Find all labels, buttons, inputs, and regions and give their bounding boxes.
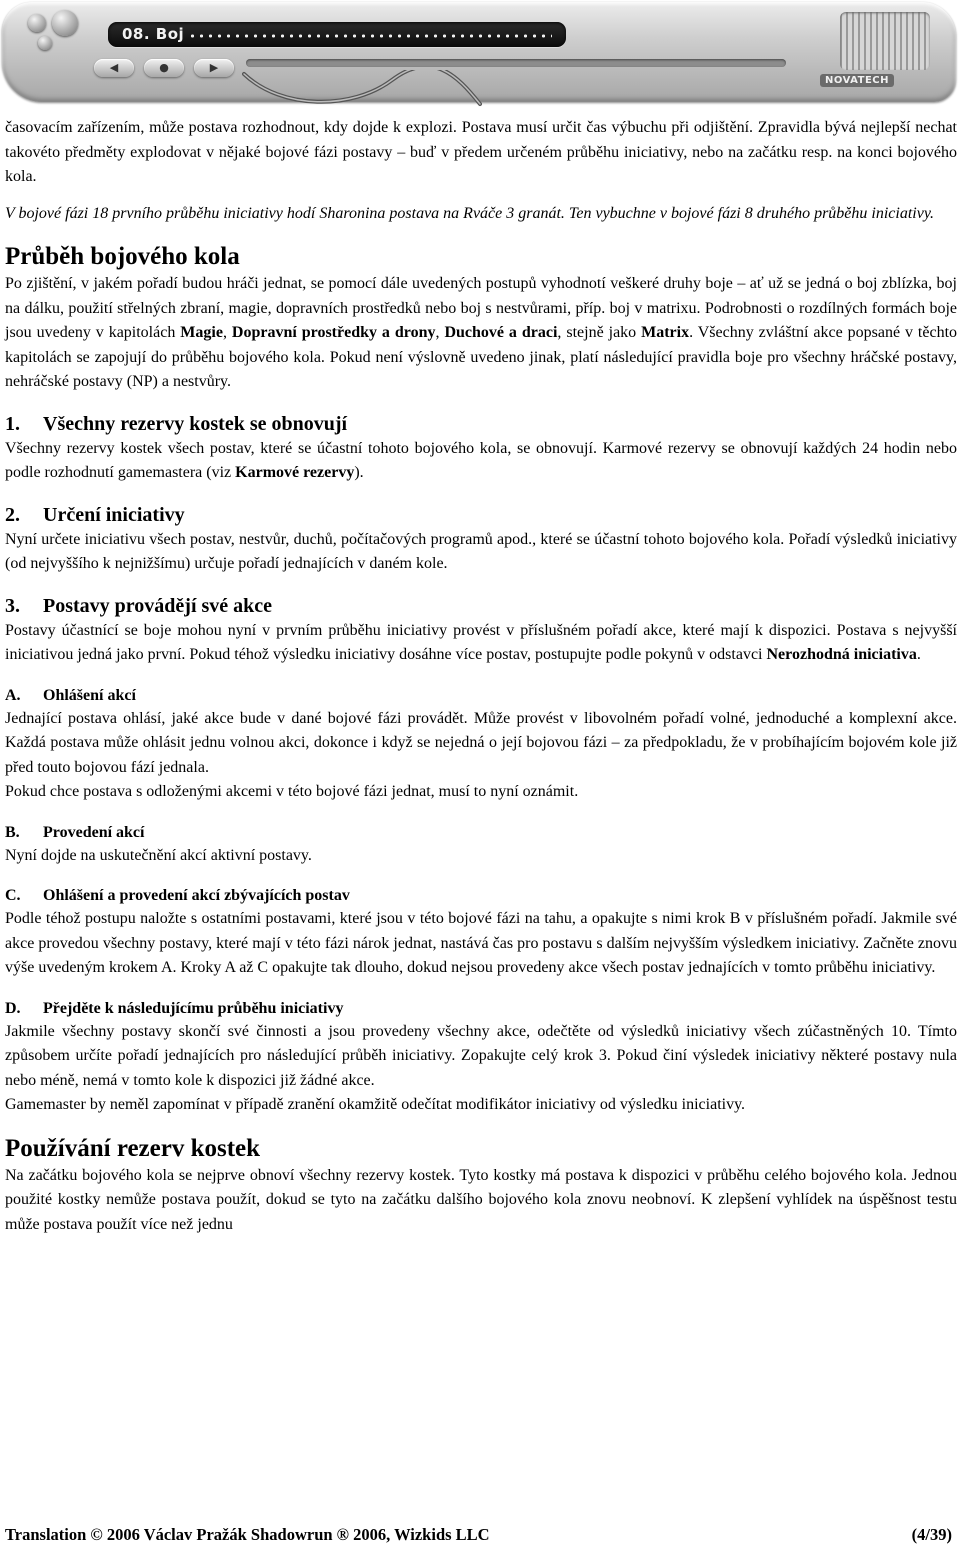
knob-icon (38, 36, 52, 50)
step-3-paragraph: Postavy účastnící se boje mohou nyní v prvním průběhu iniciativy provést v příslušném pořadí akce, které mají k dispozici. Postava s nejvyšší iniciativou jedná jako první. Pokud téhož výsledku iniciativy dosáhne více postav, postupujte podle pokynů v odstavci Nerozhodná iniciativa. (5, 621, 957, 663)
footer-copyright: Translation © 2006 Václav Pražák Shadowrun ® 2006, Wizkids LLC (5, 1525, 490, 1544)
header-device (0, 0, 960, 112)
reserves-paragraph: Na začátku bojového kola se nejprve obnoví všechny rezervy kostek. Tyto kostky má postava k dispozici v průběhu celého bojového kola. Jednou použité kostky nemůže postava použít, dokud se tyto na začátku dalšího bojového kola znovu neobnoví. K zlepšení vyhlídek na úspěšnost testu může postava použít více než jednu (5, 1166, 957, 1233)
step-3-heading: 3. Postavy provádějí své akce (5, 594, 273, 617)
page-number: (4/39) (911, 1525, 952, 1544)
round-paragraph: Po zjištění, v jakém pořadí budou hráči jednat, se pomocí dále uvedených postupů vyhodnotí veškeré druhy boje – ať už se jedná o boj zblízka, boj na dálku, použití střelných zbraní, magie, dopravních prostředků nebo boj s nestvůrami, příp. boj v matrixu. Podrobnosti o rozdílných formách boje jsou uvedeny v kapitolách Magie, Dopravní prostředky a drony, Duchové a draci, stejně jako Matrix. Všechny zvláštní akce popsané v těchto kapitolách se zapojují do průběhu bojového kola. Pokud není výslovně uvedeno jinak, platí následující pravidla boje pro všechny hráčské postavy, nehráčské postavy (NP) a nestvůry. (5, 275, 958, 390)
prev-button-icon: ◀ (94, 59, 134, 77)
document-body (5, 116, 957, 1237)
device-frame (2, 2, 956, 102)
page-footer (5, 1524, 952, 1546)
step-2-heading: 2. Určení iniciativy (5, 503, 185, 526)
sub-d-paragraph-2: Gamemaster by neměl zapomínat v případě zranění okamžitě odečítat modifikátor iniciativy od výsledku iniciativy. (5, 1096, 746, 1113)
sub-c-heading: C. Ohlášení a provedení akcí zbývajících postav (5, 887, 350, 904)
knob-icon (52, 10, 78, 36)
dotted-line-decoration (188, 34, 552, 38)
device-slot (246, 59, 786, 67)
knob-cluster (24, 8, 88, 54)
speaker-grille (840, 12, 930, 70)
sub-c-paragraph: Podle téhož postupu naložte s ostatními postavami, které jsou v této bojové fázi na tahu, a opakujte s nimi krok B v příslušném pořadí. Jakmile své akce provedou všechny postavy, které mají v této fázi nárok jednat, nastává čas pro postavu s dalším nejvyšším výsledkem iniciativy. Začněte znovu výše uvedeným krokem A. Kroky A až C opakujte tak dlouho, dokud nejsou provedeny akce všech postav jednajících v tomto průběhu iniciativy. (5, 910, 957, 976)
knob-icon (28, 14, 46, 32)
sub-a-heading: A. Ohlášení akcí (5, 686, 136, 704)
brand-logo: NOVATECH (820, 74, 894, 87)
sub-d-paragraph: Jakmile všechny postavy skončí své činnosti a jsou provedeny všechny akce, odečtěte od výsledků iniciativy všech zúčastněných 10. Tímto způsobem určíte pořadí jednajících pro následující průběh iniciativy. Zopakujte celý krok 3. Pokud činí výsledek iniciativy některé postavy nula nebo méně, nemá v tomto kole k dispozici již žádné akce. (5, 1022, 957, 1089)
step-2-paragraph: Nyní určete iniciativu všech postav, nestvůr, duchů, počítačových programů apod., které se účastní tohoto bojového kola. Pořadí výsledků iniciativy (od nejvyššího k nejnižšímu) určuje pořadí jednajících v daném kole. (5, 530, 957, 572)
step-1-paragraph: Všechny rezervy kostek všech postav, které se účastní tohoto bojového kola, se obnovují. Karmové rezervy se obnovují každých 24 hodin nebo podle rozhodnutí gamemastera (viz Karmové rezervy). (5, 439, 957, 481)
chapter-title: 08. Boj (122, 25, 185, 43)
section-title-reserves: Používání rezerv kostek (5, 1134, 261, 1162)
step-1-heading: 1. Všechny rezervy kostek se obnovují (5, 412, 348, 435)
section-title-round: Průběh bojového kola (5, 243, 240, 270)
sub-b-heading: B. Provedení akcí (5, 823, 145, 841)
chapter-title-screen (108, 22, 566, 47)
stop-button-icon: ● (144, 59, 184, 77)
sub-a-paragraph-2: Pokud chce postava s odloženými akcemi v této bojové fázi jednat, musí to nyní oznámit. (5, 783, 579, 800)
sub-a-paragraph: Jednající postava ohlásí, jaké akce bude v dané bojové fázi provádět. Může provést v libovolném pořadí volné, jednoduché a komplexní akce. Každá postava může ohlásit jednu volnou akci, dokonce i když se nejedná o její bojovou fázi – za předpokladu, že v probíhajícím bojovém kole již před touto bojovou fází jednala. (5, 709, 957, 776)
intro-paragraph: časovacím zařízením, může postava rozhodnout, kdy dojde k explozi. Postava musí určit čas výbuchu při odjištění. Zpravidla bývá nejlepší nechat takovéto předměty explodovat v nějaké bojové fázi postavy – buď v předem určeném průběhu iniciativy, nebo na začátku resp. na konci bojového kola. (5, 119, 957, 185)
example-paragraph: V bojové fázi 18 prvního průběhu iniciativy hodí Sharonina postava na Rváče 3 granát. Ten vybuchne v bojové fázi 8 druhého průběhu iniciativy. (5, 204, 935, 222)
sub-d-heading: D. Přejděte k následujícímu průběhu iniciativy (5, 999, 344, 1017)
next-button-icon: ▶ (194, 59, 234, 77)
sub-b-paragraph: Nyní dojde na uskutečnění akcí aktivní postavy. (5, 846, 312, 864)
cable-icon (242, 70, 482, 110)
